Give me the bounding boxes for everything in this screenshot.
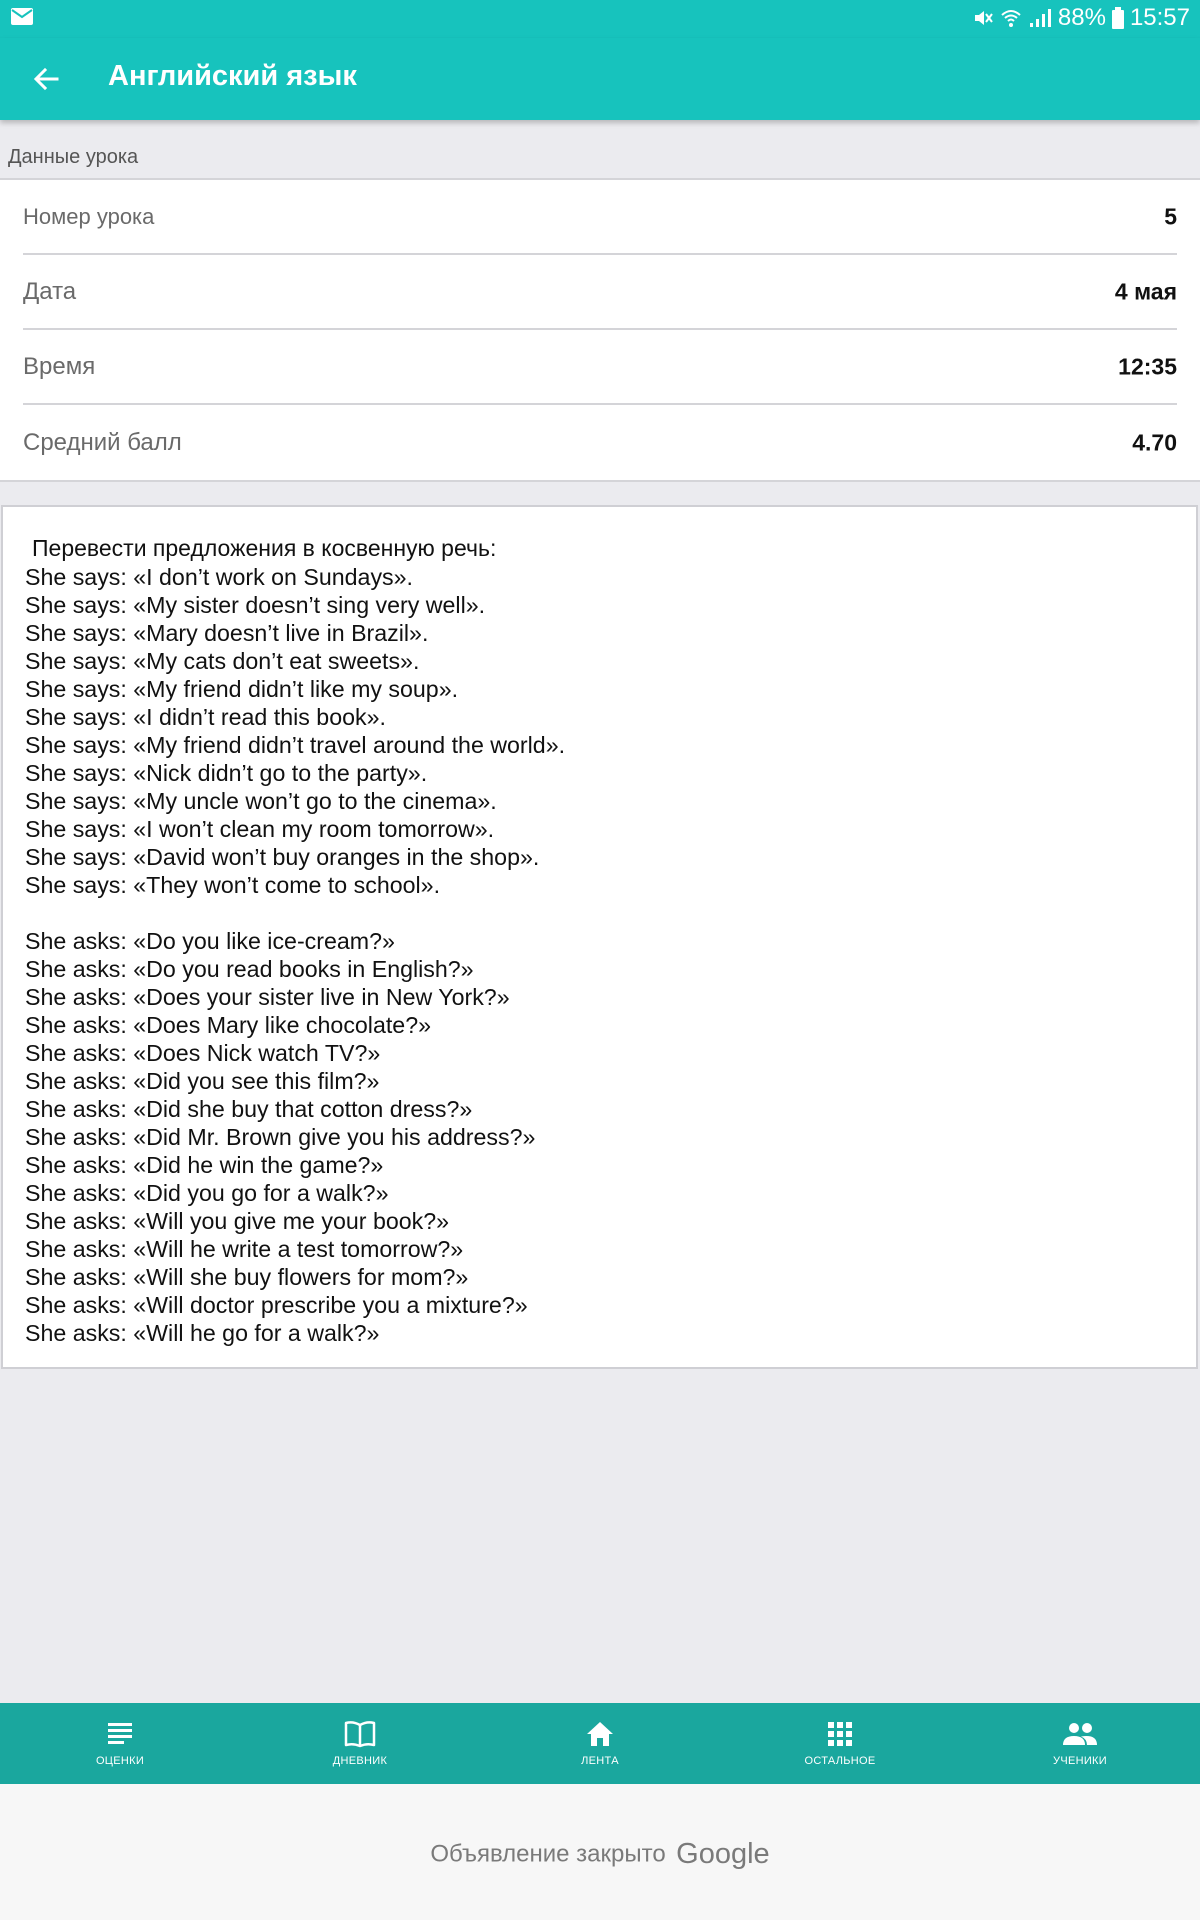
homework-line: She asks: «Did you see this film?» bbox=[25, 1068, 380, 1094]
homework-line: She says: «Mary doesn’t live in Brazil». bbox=[25, 620, 429, 646]
wifi-icon bbox=[1000, 7, 1022, 29]
back-button[interactable] bbox=[22, 55, 70, 103]
homework-title: Перевести предложения в косвенную речь: bbox=[32, 535, 497, 561]
info-label: Время bbox=[23, 352, 96, 380]
mail-icon bbox=[10, 7, 34, 31]
page-title: Английский язык bbox=[108, 60, 357, 92]
homework-line: She says: «Nick didn’t go to the party». bbox=[25, 760, 428, 786]
homework-line: She asks: «Does your sister live in New York?» bbox=[25, 984, 510, 1010]
clock: 15:57 bbox=[1129, 4, 1190, 31]
homework-line: She says: «They won’t come to school». bbox=[25, 872, 441, 898]
homework-line: She says: «I won’t clean my room tomorrow». bbox=[25, 816, 495, 842]
homework-line: She asks: «Does Mary like chocolate?» bbox=[25, 1012, 431, 1038]
mute-icon bbox=[972, 7, 994, 29]
nav-label: УЧЕНИКИ bbox=[1053, 1755, 1107, 1767]
homework-line: She asks: «Do you like ice-cream?» bbox=[25, 928, 395, 954]
homework-line: She says: «My cats don’t eat sweets». bbox=[25, 648, 420, 674]
lesson-info-list bbox=[0, 180, 1200, 482]
nav-item-diary[interactable] bbox=[240, 1703, 480, 1784]
homework-line: She asks: «Do you read books in English?» bbox=[25, 956, 474, 982]
info-label: Дата bbox=[23, 277, 77, 305]
homework-card bbox=[1, 505, 1198, 1369]
section-title: Данные урока bbox=[8, 146, 139, 168]
bottom-navigation bbox=[0, 1703, 1200, 1784]
homework-text bbox=[25, 563, 565, 1347]
nav-label: ЛЕНТА bbox=[581, 1755, 619, 1767]
arrow-back-icon bbox=[32, 65, 60, 93]
info-label: Средний балл bbox=[23, 428, 182, 456]
info-label: Номер урока bbox=[23, 203, 155, 229]
nav-item-feed[interactable] bbox=[480, 1703, 720, 1784]
app-bar bbox=[0, 38, 1200, 120]
ad-closed-label: Объявление закрыто bbox=[430, 1840, 666, 1868]
status-bar bbox=[0, 0, 1200, 38]
homework-line: She asks: «Will you give me your book?» bbox=[25, 1208, 450, 1234]
info-row-lesson-number bbox=[23, 180, 1177, 255]
homework-line: She asks: «Did you go for a walk?» bbox=[25, 1180, 389, 1206]
signal-icon bbox=[1028, 7, 1052, 29]
homework-line: She asks: «Will he write a test tomorrow?» bbox=[25, 1236, 464, 1262]
nav-item-grades[interactable] bbox=[0, 1703, 240, 1784]
nav-label: ОСТАЛЬНОЕ bbox=[804, 1755, 876, 1767]
info-value: 4.70 bbox=[1132, 429, 1177, 455]
battery-icon bbox=[1112, 7, 1124, 29]
info-value: 4 мая bbox=[1114, 278, 1177, 304]
homework-line: She asks: «Did he win the game?» bbox=[25, 1152, 384, 1178]
homework-line: She asks: «Will he go for a walk?» bbox=[25, 1320, 380, 1346]
apps-grid-icon bbox=[827, 1719, 853, 1749]
info-row-date bbox=[23, 255, 1177, 330]
status-indicators bbox=[972, 4, 1190, 32]
homework-line: She asks: «Will doctor prescribe you a mixture?» bbox=[25, 1292, 528, 1318]
grades-list-icon bbox=[106, 1719, 134, 1749]
nav-label: ДНЕВНИК bbox=[332, 1755, 388, 1767]
homework-line: She asks: «Did Mr. Brown give you his address?» bbox=[25, 1124, 536, 1150]
homework-line: She says: «My sister doesn’t sing very well». bbox=[25, 592, 486, 618]
homework-line: She says: «David won’t buy oranges in the shop». bbox=[25, 844, 540, 870]
info-row-average-grade bbox=[23, 405, 1177, 480]
info-row-time bbox=[23, 330, 1177, 405]
ad-banner bbox=[0, 1784, 1200, 1920]
google-logo: Google bbox=[676, 1838, 770, 1870]
homework-line: She says: «I didn’t read this book». bbox=[25, 704, 386, 730]
info-value: 12:35 bbox=[1118, 353, 1177, 379]
ad-text bbox=[0, 1838, 1200, 1871]
homework-line: She asks: «Does Nick watch TV?» bbox=[25, 1040, 381, 1066]
battery-percent: 88% bbox=[1057, 4, 1106, 31]
homework-line: She asks: «Did she buy that cotton dress?» bbox=[25, 1096, 473, 1122]
people-icon bbox=[1062, 1719, 1098, 1749]
diary-book-icon bbox=[344, 1719, 376, 1749]
section-header bbox=[0, 120, 1200, 180]
home-icon bbox=[585, 1719, 615, 1749]
info-value: 5 bbox=[1164, 203, 1177, 229]
homework-line: She asks: «Will she buy flowers for mom?» bbox=[25, 1264, 469, 1290]
homework-line: She says: «I don’t work on Sundays». bbox=[25, 564, 413, 590]
homework-line: She says: «My uncle won’t go to the cinema». bbox=[25, 788, 497, 814]
nav-label: ОЦЕНКИ bbox=[95, 1755, 145, 1767]
homework-line: She says: «My friend didn’t travel around the world». bbox=[25, 732, 566, 758]
nav-item-students[interactable] bbox=[960, 1703, 1200, 1784]
nav-item-other[interactable] bbox=[720, 1703, 960, 1784]
homework-line: She says: «My friend didn’t like my soup». bbox=[25, 676, 459, 702]
